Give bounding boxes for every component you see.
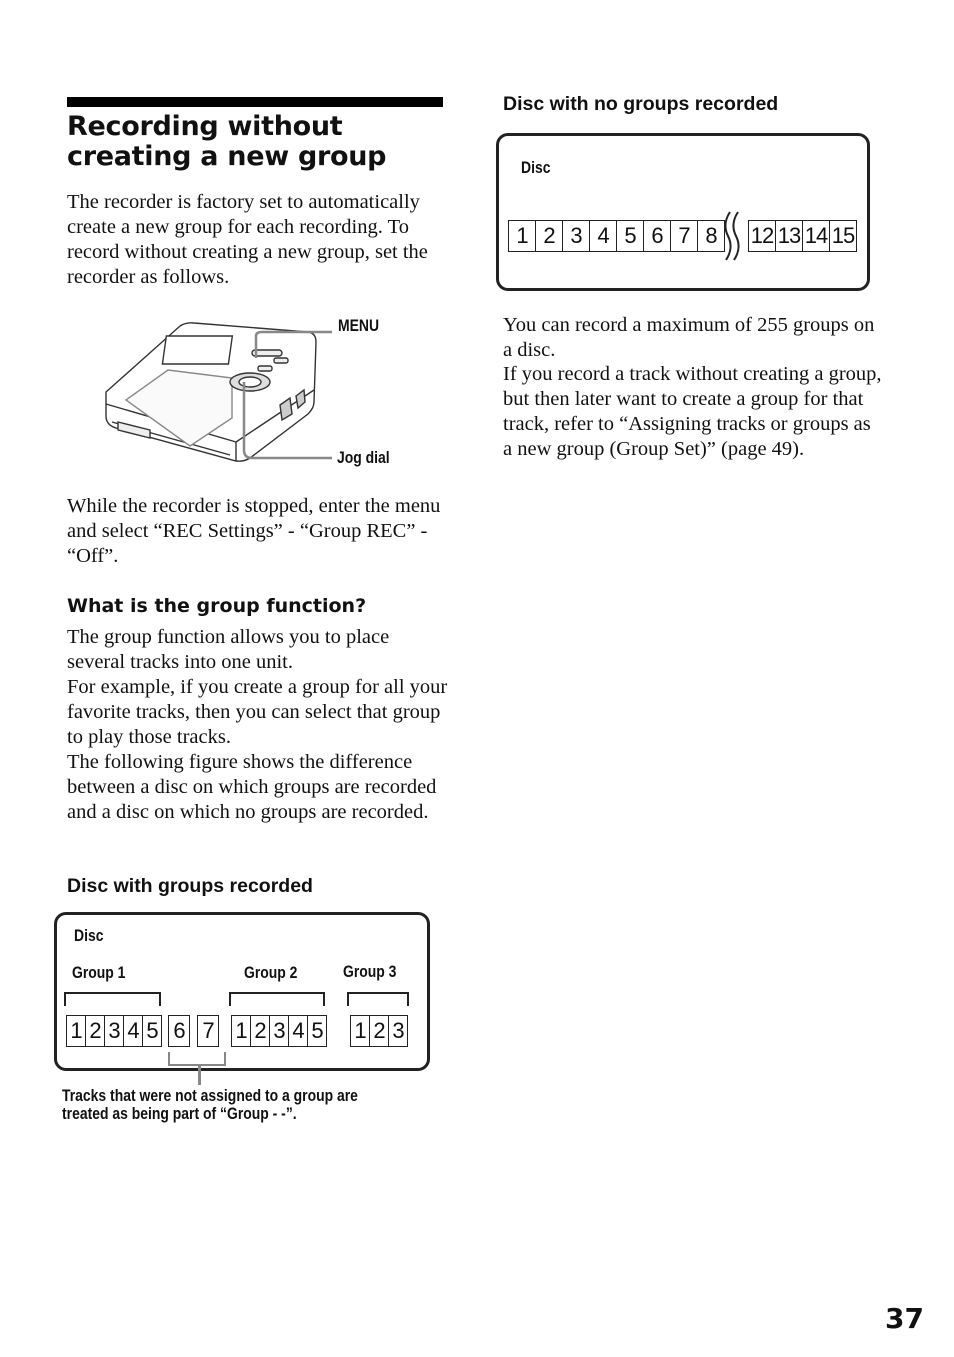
track-cell: 4 — [123, 1015, 143, 1047]
track-cell: 14 — [802, 220, 830, 252]
track-cell: 13 — [775, 220, 803, 252]
track-cell: 2 — [369, 1015, 389, 1047]
track-cell: 1 — [508, 220, 536, 252]
track-cell: 5 — [307, 1015, 327, 1047]
disc-label: Disc — [74, 926, 104, 945]
track-cell: 5 — [616, 220, 644, 252]
ungrouped-note-line-2: treated as being part of “Group - -”. — [62, 1104, 297, 1123]
group-2-tracks — [231, 1015, 327, 1047]
track-cell: 2 — [250, 1015, 270, 1047]
tracks-1-to-8 — [508, 220, 725, 252]
disc-label: Disc — [521, 158, 551, 177]
track-cell: 7 — [670, 220, 698, 252]
with-groups-heading: Disc with groups recorded — [67, 875, 313, 897]
group-set-paragraph: If you record a track without creating a group, but then later want to create a group for that track, refer to “Assigning tracks or groups as a new group (Group Set)” (page 49). — [503, 363, 882, 460]
group-function-heading: What is the group function? — [67, 595, 367, 617]
heading-rule — [67, 97, 443, 107]
group-3-label: Group 3 — [343, 962, 397, 981]
track-cell: 4 — [288, 1015, 308, 1047]
track-cell: 6 — [643, 220, 671, 252]
track-cell: 12 — [748, 220, 776, 252]
track-cell: 15 — [829, 220, 857, 252]
track-cell: 8 — [697, 220, 725, 252]
title-line-1: Recording without — [67, 111, 343, 142]
group-1-tracks — [66, 1015, 162, 1047]
track-cell: 2 — [85, 1015, 105, 1047]
instruction-paragraph: While the recorder is stopped, enter the menu and select “REC Settings” - “Group REC” - “Off”. — [67, 495, 441, 567]
ungrouped-track-6 — [168, 1015, 190, 1047]
group-2-bracket — [229, 992, 325, 1006]
ungrouped-note-line-1: Tracks that were not assigned to a group are — [62, 1086, 358, 1105]
track-cell: 7 — [197, 1015, 219, 1047]
group-1-label: Group 1 — [72, 963, 126, 982]
group-2-label: Group 2 — [244, 963, 298, 982]
intro-paragraph: The recorder is factory set to automatically create a new group for each recording. To record without creating a new group, set the recorder as follows. — [67, 191, 428, 288]
track-cell: 3 — [269, 1015, 289, 1047]
title-line-2: creating a new group — [67, 141, 387, 172]
ungrouped-pointer — [198, 1066, 201, 1085]
track-cell: 3 — [562, 220, 590, 252]
group-3-bracket — [347, 992, 409, 1006]
track-break-icon — [720, 210, 750, 262]
max-groups-paragraph: You can record a maximum of 255 groups on a disc. — [503, 314, 875, 361]
page-number: 37 — [885, 1302, 924, 1335]
track-cell: 2 — [535, 220, 563, 252]
group-3-tracks — [350, 1015, 408, 1047]
group-function-paragraph: The group function allows you to place several tracks into one unit. For example, if you create a group for all your favorite tracks, then you can select that group to play those tracks. The following figure shows the difference between a disc on which groups are recorded and a disc on which no groups are recorded. — [67, 626, 448, 823]
menu-label: MENU — [338, 316, 380, 335]
track-cell: 3 — [104, 1015, 124, 1047]
page-title — [67, 112, 447, 172]
track-cell: 1 — [350, 1015, 370, 1047]
disc-without-groups — [496, 133, 870, 291]
ungrouped-bracket — [168, 1052, 226, 1066]
track-cell: 4 — [589, 220, 617, 252]
track-cell: 6 — [168, 1015, 190, 1047]
no-groups-heading: Disc with no groups recorded — [503, 93, 779, 115]
track-cell: 1 — [231, 1015, 251, 1047]
ungrouped-track-7 — [197, 1015, 219, 1047]
track-cell: 5 — [142, 1015, 162, 1047]
tracks-12-to-15 — [748, 220, 857, 252]
track-cell: 3 — [388, 1015, 408, 1047]
jog-dial-label: Jog dial — [337, 448, 390, 467]
group-1-bracket — [64, 992, 161, 1006]
track-cell: 1 — [66, 1015, 86, 1047]
